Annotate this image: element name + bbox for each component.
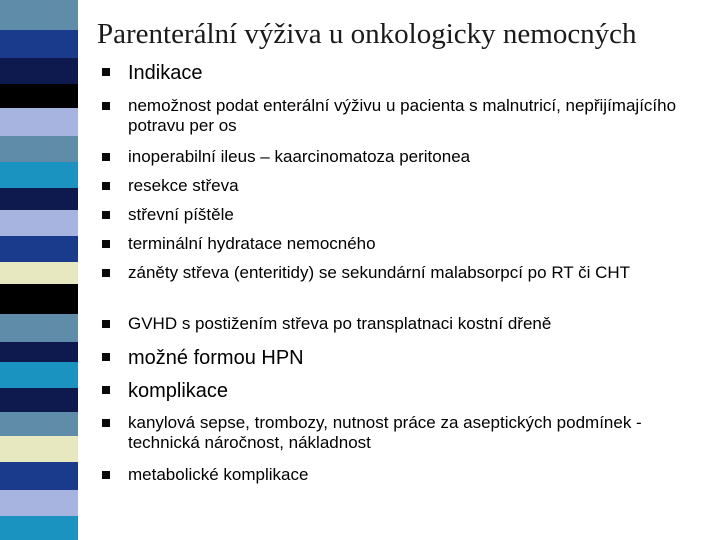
bullet-item-komplikace — [128, 379, 708, 403]
square-bullet-icon — [102, 269, 110, 277]
stripe-block — [0, 342, 78, 362]
square-bullet-icon — [102, 211, 110, 219]
bullet-item — [128, 314, 708, 334]
stripe-block — [0, 516, 78, 540]
square-bullet-icon — [102, 68, 110, 76]
item-text: možné formou HPN — [128, 347, 304, 369]
item-text: Indikace — [128, 62, 203, 84]
stripe-block — [0, 436, 78, 462]
stripe-block — [0, 58, 78, 84]
bullet-item — [128, 234, 708, 254]
item-text: střevní píštěle — [128, 205, 234, 224]
square-bullet-icon — [102, 353, 110, 361]
square-bullet-icon — [102, 153, 110, 161]
bullet-item-indikace — [128, 61, 708, 85]
bullet-item-hpn — [128, 346, 708, 370]
stripe-block — [0, 236, 78, 262]
item-text: komplikace — [128, 380, 229, 402]
square-bullet-icon — [102, 386, 110, 394]
item-text: inoperabilní ileus – kaarcinomatoza peritonea — [128, 147, 471, 166]
stripe-block — [0, 462, 78, 490]
stripe-block — [0, 314, 78, 342]
item-text: GVHD s postižením střeva po transplatnaci kostní dřeně — [128, 314, 552, 333]
decorative-stripe — [0, 0, 78, 540]
bullet-item — [128, 263, 708, 283]
item-text: nemožnost podat enterální výživu u pacienta s malnutricí, nepřijímajícího potravu per os — [128, 96, 677, 136]
stripe-block — [0, 84, 78, 108]
square-bullet-icon — [102, 102, 110, 110]
stripe-block — [0, 136, 78, 162]
stripe-block — [0, 162, 78, 188]
square-bullet-icon — [102, 419, 110, 427]
bullet-item — [128, 465, 708, 485]
square-bullet-icon — [102, 471, 110, 479]
stripe-block — [0, 0, 78, 30]
bullet-item — [128, 176, 708, 196]
item-text: záněty střeva (enteritidy) se sekundární malabsorpcí po RT či CHT — [128, 263, 631, 282]
stripe-block — [0, 388, 78, 412]
square-bullet-icon — [102, 320, 110, 328]
item-text: resekce střeva — [128, 176, 239, 195]
stripe-block — [0, 362, 78, 388]
bullet-item — [128, 96, 708, 137]
stripe-block — [0, 490, 78, 516]
bullet-item — [128, 413, 708, 454]
square-bullet-icon — [102, 240, 110, 248]
stripe-block — [0, 262, 78, 284]
slide-title: Parenterální výživa u onkologicky nemocných — [97, 18, 637, 50]
item-text: metabolické komplikace — [128, 465, 309, 484]
stripe-block — [0, 30, 78, 58]
item-text: kanylová sepse, trombozy, nutnost práce za aseptických podmínek - technická náročnost, nákladnost — [128, 413, 642, 453]
stripe-block — [0, 188, 78, 210]
stripe-block — [0, 108, 78, 136]
item-text: terminální hydratace nemocného — [128, 234, 376, 253]
stripe-block — [0, 284, 78, 314]
bullet-item — [128, 205, 708, 225]
bullet-item — [128, 147, 708, 167]
stripe-block — [0, 210, 78, 236]
square-bullet-icon — [102, 182, 110, 190]
stripe-block — [0, 412, 78, 436]
